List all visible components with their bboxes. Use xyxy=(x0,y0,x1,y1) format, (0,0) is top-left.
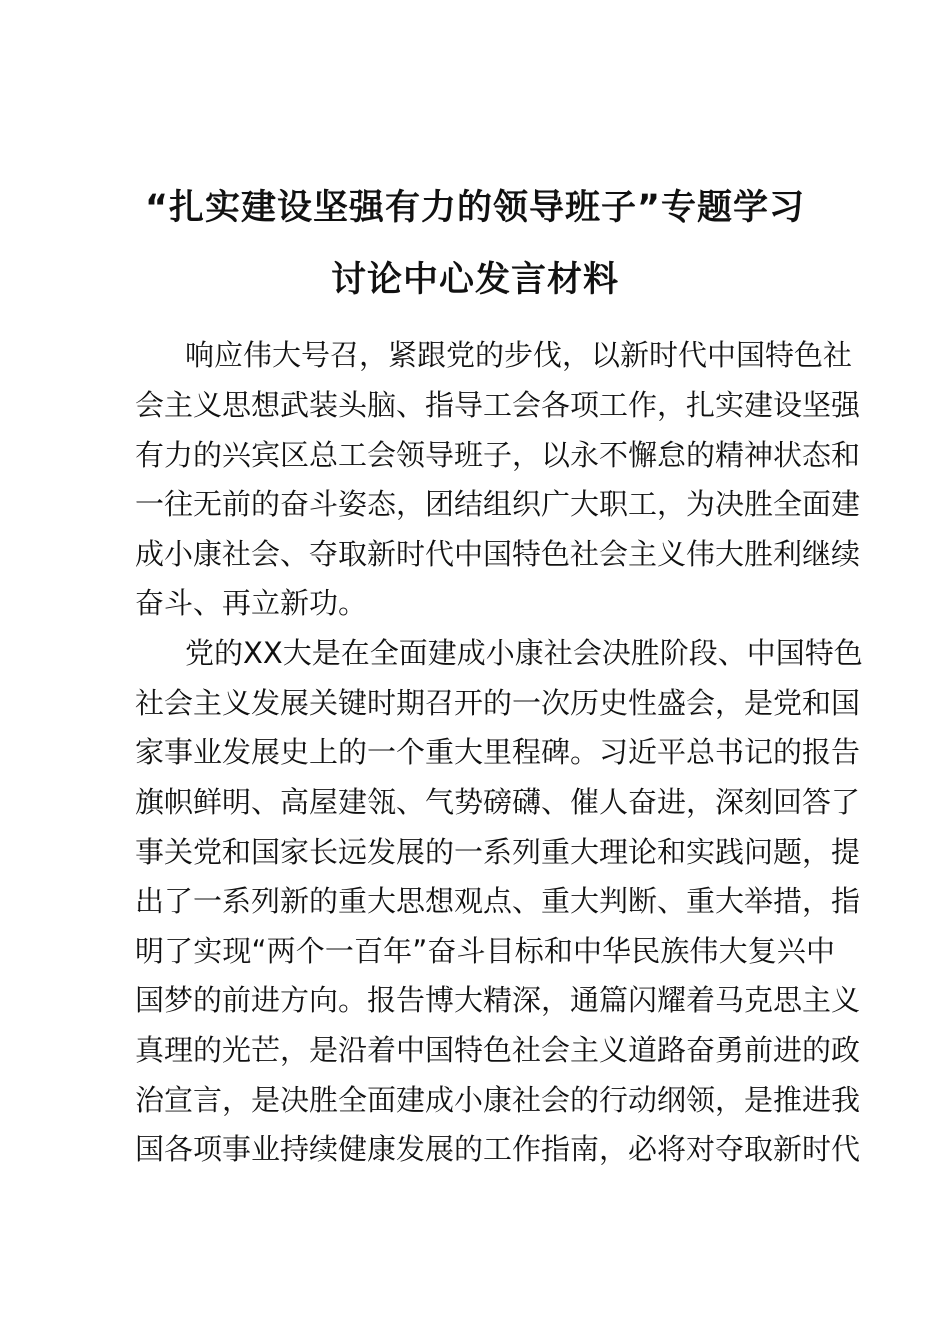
paragraph-line: 事关党和国家长远发展的一系列重大理论和实践问题，提 xyxy=(135,835,861,869)
paragraph-line: 响应伟大号召，紧跟党的步伐，以新时代中国特色社 xyxy=(185,338,853,372)
document-title-line-2: 讨论中心发言材料 xyxy=(330,260,619,300)
paragraph-line: 国梦的前进方向。报告博大精深，通篇闪耀着马克思主义 xyxy=(135,983,861,1017)
paragraph-line: 治宣言，是决胜全面建成小康社会的行动纲领，是推进我 xyxy=(135,1083,861,1117)
paragraph-line: 有力的兴宾区总工会领导班子，以永不懈怠的精神状态和 xyxy=(135,438,861,472)
paragraph-line: 明了实现“两个一百年”奋斗目标和中华民族伟大复兴中 xyxy=(135,934,835,968)
paragraph-line: 一往无前的奋斗姿态，团结组织广大职工，为决胜全面建 xyxy=(135,487,861,521)
paragraph-line: 会主义思想武装头脑、指导工会各项工作，扎实建设坚强 xyxy=(135,388,861,422)
paragraph-line: 真理的光芒，是沿着中国特色社会主义道路奋勇前进的政 xyxy=(135,1033,861,1067)
paragraph-line: 党的XX大是在全面建成小康社会决胜阶段、中国特色 xyxy=(185,636,863,670)
paragraph-line: 奋斗、再立新功。 xyxy=(135,586,368,620)
paragraph-line: 出了一系列新的重大思想观点、重大判断、重大举措，指 xyxy=(135,884,861,918)
paragraph-line: 旗帜鲜明、高屋建瓴、气势磅礴、催人奋进，深刻回答了 xyxy=(135,785,861,819)
paragraph-line: 国各项事业持续健康发展的工作指南，必将对夺取新时代 xyxy=(135,1132,861,1166)
paragraph-line: 社会主义发展关键时期召开的一次历史性盛会，是党和国 xyxy=(135,686,861,720)
paragraph-line: 家事业发展史上的一个重大里程碑。习近平总书记的报告 xyxy=(135,735,861,769)
document-title-line-1: “扎实建设坚强有力的领导班子”专题学习 xyxy=(144,188,805,228)
paragraph-line: 成小康社会、夺取新时代中国特色社会主义伟大胜利继续 xyxy=(135,537,861,571)
